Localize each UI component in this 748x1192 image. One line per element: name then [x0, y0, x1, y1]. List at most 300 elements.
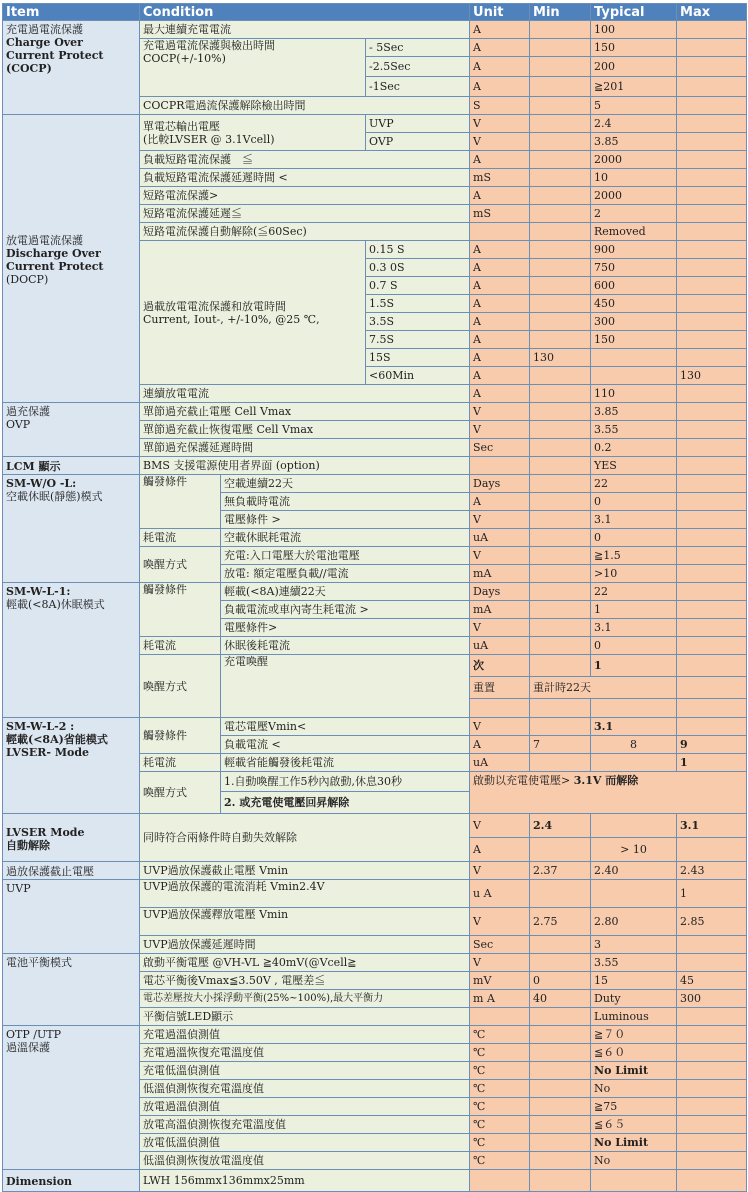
- min-cell: [530, 97, 591, 115]
- min-cell: [530, 1044, 591, 1062]
- max-cell: [677, 529, 747, 547]
- typical-cell: ≧75: [591, 1098, 677, 1116]
- table-row: [3, 862, 747, 880]
- min-cell: [530, 385, 591, 403]
- condition-cell: 充電過電流保護與檢出時間 COCP(+/-10%): [140, 39, 366, 97]
- unit-cell: V: [470, 908, 530, 936]
- consumption-label: 耗電流: [140, 754, 221, 772]
- typical-cell: 600: [591, 277, 677, 295]
- trigger-label: 觸發條件: [140, 475, 221, 529]
- typical-cell: 8: [591, 736, 677, 754]
- table-row: [3, 457, 747, 475]
- trigger-label: 觸發條件: [140, 718, 221, 754]
- condition-cell: 短路電流保護自動解除(≦60Sec): [140, 223, 470, 241]
- min-cell: [530, 619, 591, 637]
- condition-cell: 放電高溫偵測恢復充電溫度值: [140, 1116, 470, 1134]
- condition-cell: 負載短路電流保護 ≦: [140, 151, 470, 169]
- typical-cell: 900: [591, 241, 677, 259]
- header-item: Item: [3, 4, 140, 21]
- condition-cell: 啟動平衡電壓 @VH-VL ≧40mV(@Vcell≧: [140, 954, 470, 972]
- typical-cell: 450: [591, 295, 677, 313]
- condition-cell: UVP過放保護的電流消耗 Vmin2.4V: [140, 880, 470, 908]
- wake-label: 喚醒方式: [140, 655, 221, 718]
- min-cell: [530, 880, 591, 908]
- typical-cell: 3.1: [591, 718, 677, 736]
- max-cell: [677, 601, 747, 619]
- max-cell: [677, 1098, 747, 1116]
- max-cell: [677, 1008, 747, 1026]
- max-cell: [677, 619, 747, 637]
- max-cell: [677, 151, 747, 169]
- condition-cell: UVP過放保護延遲時間: [140, 936, 470, 954]
- unit-cell: [470, 1008, 530, 1026]
- max-cell: [677, 699, 747, 718]
- table-row: [3, 954, 747, 972]
- unit-cell: A: [470, 349, 530, 367]
- min-cell: [530, 637, 591, 655]
- typical-cell: No Limit: [591, 1062, 677, 1080]
- typical-cell: Removed: [591, 223, 677, 241]
- table-row: [3, 21, 747, 39]
- max-cell: [677, 223, 747, 241]
- unit-cell: A: [470, 241, 530, 259]
- unit-cell: mA: [470, 601, 530, 619]
- max-cell: [677, 349, 747, 367]
- min-cell: [530, 511, 591, 529]
- typical-cell: 200: [591, 57, 677, 77]
- max-cell: [677, 385, 747, 403]
- item-sm-wo-l: SM-W/O -L: 空載休眠(靜態)模式: [3, 475, 140, 583]
- typical-cell: 22: [591, 475, 677, 493]
- unit-cell: A: [470, 77, 530, 97]
- unit-cell: A: [470, 39, 530, 57]
- unit-cell: V: [470, 115, 530, 133]
- typical-cell: [591, 367, 677, 385]
- max-cell: 2.43: [677, 862, 747, 880]
- condition-cell: 空載休眠耗電流: [221, 529, 470, 547]
- typical-cell: 2000: [591, 151, 677, 169]
- unit-cell: ℃: [470, 1152, 530, 1170]
- condition-cell: 電壓條件 >: [221, 511, 470, 529]
- typical-cell: 2.40: [591, 862, 677, 880]
- max-cell: [677, 677, 747, 699]
- typical-cell: 3.1: [591, 511, 677, 529]
- item-otp: OTP /UTP 過溫保護: [3, 1026, 140, 1170]
- max-cell: [677, 565, 747, 583]
- consumption-label: 耗電流: [140, 637, 221, 655]
- item-uvp: UVP: [3, 880, 140, 954]
- min-cell: [530, 241, 591, 259]
- unit-cell: ℃: [470, 1062, 530, 1080]
- min-cell: [530, 699, 591, 718]
- typical-cell: [591, 1170, 677, 1192]
- condition-cell: 同時符合兩條件時自動失效解除: [140, 814, 470, 862]
- typical-cell: 110: [591, 385, 677, 403]
- max-cell: [677, 493, 747, 511]
- min-cell: [530, 583, 591, 601]
- sub-condition-cell: -2.5Sec: [366, 57, 470, 77]
- min-cell: [530, 151, 591, 169]
- max-cell: [677, 187, 747, 205]
- header-row: [3, 4, 747, 21]
- max-cell: 1: [677, 880, 747, 908]
- max-cell: 1: [677, 754, 747, 772]
- header-unit: Unit: [470, 4, 530, 21]
- min-cell: 2.37: [530, 862, 591, 880]
- condition-cell: 短路電流保護>: [140, 187, 470, 205]
- unit-cell: V: [470, 133, 530, 151]
- min-cell: [530, 277, 591, 295]
- max-cell: [677, 241, 747, 259]
- condition-cell: UVP過放保護釋放電壓 Vmin: [140, 908, 470, 936]
- header-max: Max: [677, 4, 747, 21]
- min-cell: [530, 655, 591, 677]
- sub-condition-cell: 15S: [366, 349, 470, 367]
- typical-cell: 3: [591, 936, 677, 954]
- min-cell: [530, 115, 591, 133]
- max-cell: [677, 295, 747, 313]
- typical-cell: No: [591, 1152, 677, 1170]
- max-cell: [677, 205, 747, 223]
- spec-table: [2, 3, 747, 1192]
- unit-cell: V: [470, 403, 530, 421]
- condition-cell: 電芯平衡後Vmax≦3.50V , 電壓差≦: [140, 972, 470, 990]
- max-cell: [677, 1044, 747, 1062]
- unit-cell: V: [470, 619, 530, 637]
- unit-cell: A: [470, 21, 530, 39]
- typical-cell: [591, 699, 677, 718]
- typical-cell: 3.1: [591, 619, 677, 637]
- min-cell: [530, 421, 591, 439]
- typical-cell: 15: [591, 972, 677, 990]
- condition-cell: 空載連續22天: [221, 475, 470, 493]
- min-cell: [530, 1008, 591, 1026]
- min-cell: [530, 838, 591, 862]
- typical-cell: [591, 754, 677, 772]
- condition-cell: 充電過溫偵測值: [140, 1026, 470, 1044]
- typical-cell: 3.55: [591, 421, 677, 439]
- condition-cell: LWH 156mmx136mmx25mm: [140, 1170, 470, 1192]
- unit-cell: A: [470, 277, 530, 295]
- unit-cell: A: [470, 838, 530, 862]
- max-cell: [677, 936, 747, 954]
- max-cell: [677, 331, 747, 349]
- min-cell: 2.4: [530, 814, 591, 838]
- condition-cell: 無負載時電流: [221, 493, 470, 511]
- max-cell: [677, 583, 747, 601]
- unit-cell: ℃: [470, 1026, 530, 1044]
- min-cell: 7: [530, 736, 591, 754]
- min-cell: 130: [530, 349, 591, 367]
- max-cell: [677, 403, 747, 421]
- typical-cell: 0: [591, 529, 677, 547]
- max-cell: [677, 39, 747, 57]
- max-cell: 9: [677, 736, 747, 754]
- sub-condition-cell: 0.3 0S: [366, 259, 470, 277]
- unit-cell: u A: [470, 880, 530, 908]
- unit-cell: A: [470, 313, 530, 331]
- condition-cell: 2. 或充電使電壓回昇解除: [221, 792, 470, 814]
- unit-cell: A: [470, 187, 530, 205]
- condition-cell: 平衡信號LED顯示: [140, 1008, 470, 1026]
- unit-cell: A: [470, 385, 530, 403]
- min-cell: [530, 295, 591, 313]
- item-uvp-cutoff: 過放保護截止電壓: [3, 862, 140, 880]
- typical-cell: ≦６０: [591, 1044, 677, 1062]
- unit-cell: V: [470, 547, 530, 565]
- min-cell: [530, 529, 591, 547]
- table-row: [3, 475, 747, 493]
- min-cell: [530, 1062, 591, 1080]
- condition-cell: 短路電流保護延遲≦: [140, 205, 470, 223]
- wake-note-cell: 啟動以充電使電壓> 3.1V 而解除: [470, 772, 747, 814]
- typical-cell: 2.4: [591, 115, 677, 133]
- typical-cell: [591, 814, 677, 838]
- sub-condition-cell: <60Min: [366, 367, 470, 385]
- typical-cell: [591, 349, 677, 367]
- table-row: [3, 814, 747, 838]
- item-lvser: LVSER Mode 自動解除: [3, 814, 140, 862]
- min-cell: [530, 754, 591, 772]
- typical-cell: Luminous: [591, 1008, 677, 1026]
- condition-cell: 連續放電電流: [140, 385, 470, 403]
- sub-condition-cell: OVP: [366, 133, 470, 151]
- table-row: [3, 880, 747, 908]
- min-cell: [530, 565, 591, 583]
- condition-cell: 負載電流 <: [221, 736, 470, 754]
- unit-cell: A: [470, 295, 530, 313]
- max-cell: [677, 637, 747, 655]
- condition-cell: 放電過溫偵測值: [140, 1098, 470, 1116]
- condition-cell: 低溫偵測恢復放電溫度值: [140, 1152, 470, 1170]
- unit-cell: ℃: [470, 1044, 530, 1062]
- note-cell: 重計時22天: [530, 677, 677, 699]
- unit-cell: A: [470, 367, 530, 385]
- max-cell: [677, 1116, 747, 1134]
- unit-cell: ℃: [470, 1134, 530, 1152]
- unit-cell: Days: [470, 475, 530, 493]
- unit-cell: V: [470, 511, 530, 529]
- typical-cell: 1: [591, 655, 677, 677]
- table-row: [3, 115, 747, 133]
- unit-cell: A: [470, 331, 530, 349]
- unit-cell: Days: [470, 583, 530, 601]
- unit-cell: mA: [470, 565, 530, 583]
- condition-cell: 電芯電壓Vmin<: [221, 718, 470, 736]
- min-cell: 0: [530, 972, 591, 990]
- typical-cell: 10: [591, 169, 677, 187]
- max-cell: [677, 1152, 747, 1170]
- min-cell: [530, 457, 591, 475]
- typical-cell: No: [591, 1080, 677, 1098]
- typical-cell: No Limit: [591, 1134, 677, 1152]
- condition-cell: 單節過充保護延遲時間: [140, 439, 470, 457]
- typical-cell: 22: [591, 583, 677, 601]
- condition-cell: 最大連續充電電流: [140, 21, 470, 39]
- min-cell: [530, 259, 591, 277]
- unit-cell: [470, 1170, 530, 1192]
- typical-cell: 2: [591, 205, 677, 223]
- condition-cell: 充電低溫偵測值: [140, 1062, 470, 1080]
- header-min: Min: [530, 4, 591, 21]
- unit-cell: V: [470, 718, 530, 736]
- condition-cell: 單電芯輸出電壓 (比較LVSER @ 3.1Vcell): [140, 115, 366, 151]
- unit-cell: [470, 223, 530, 241]
- condition-cell: 休眠後耗電流: [221, 637, 470, 655]
- item-ovp: 過充保護 OVP: [3, 403, 140, 457]
- typical-cell: 3.55: [591, 954, 677, 972]
- typical-cell: YES: [591, 457, 677, 475]
- wake-label: 喚醒方式: [140, 772, 221, 814]
- max-cell: 130: [677, 367, 747, 385]
- min-cell: [530, 403, 591, 421]
- min-cell: [530, 205, 591, 223]
- item-balance: 電池平衡模式: [3, 954, 140, 1026]
- unit-cell: Sec: [470, 439, 530, 457]
- min-cell: [530, 21, 591, 39]
- min-cell: [530, 331, 591, 349]
- typical-cell: 0: [591, 493, 677, 511]
- sub-condition-cell: 3.5S: [366, 313, 470, 331]
- sub-condition-cell: -1Sec: [366, 77, 470, 97]
- typical-cell: [591, 880, 677, 908]
- unit-cell: ℃: [470, 1080, 530, 1098]
- unit-cell: ℃: [470, 1116, 530, 1134]
- max-cell: [677, 1026, 747, 1044]
- unit-cell: A: [470, 493, 530, 511]
- unit-cell: 次: [470, 655, 530, 677]
- condition-cell: 單節過充截止電壓 Cell Vmax: [140, 403, 470, 421]
- min-cell: [530, 601, 591, 619]
- max-cell: [677, 1080, 747, 1098]
- max-cell: [677, 511, 747, 529]
- max-cell: [677, 21, 747, 39]
- max-cell: [677, 115, 747, 133]
- unit-cell: S: [470, 97, 530, 115]
- item-cocp: 充電過電流保護 Charge Over Current Protect (COCP): [3, 21, 140, 115]
- table-row: [3, 1026, 747, 1044]
- max-cell: [677, 439, 747, 457]
- typical-cell: 150: [591, 39, 677, 57]
- min-cell: [530, 1026, 591, 1044]
- unit-cell: mS: [470, 169, 530, 187]
- unit-cell: A: [470, 57, 530, 77]
- min-cell: [530, 169, 591, 187]
- min-cell: [530, 1134, 591, 1152]
- item-lcm: LCM 顯示: [3, 457, 140, 475]
- condition-cell: 過載放電電流保護和放電時間 Current, Iout-, +/-10%, @25 ℃,: [140, 241, 366, 385]
- unit-cell: V: [470, 862, 530, 880]
- condition-cell: 輕載(<8A)連續22天: [221, 583, 470, 601]
- typical-cell: ≧1.5: [591, 547, 677, 565]
- condition-cell: 電壓條件>: [221, 619, 470, 637]
- typical-cell: Duty: [591, 990, 677, 1008]
- unit-cell: uA: [470, 754, 530, 772]
- condition-cell: 負載短路電流保護延遲時間 <: [140, 169, 470, 187]
- header-typical: Typical: [591, 4, 677, 21]
- condition-cell: 負載電流或車內寄生耗電流 >: [221, 601, 470, 619]
- condition-cell: 電芯差壓按大小採浮動平衡(25%~100%),最大平衡力: [140, 990, 470, 1008]
- min-cell: 40: [530, 990, 591, 1008]
- typical-cell: >10: [591, 565, 677, 583]
- condition-cell: COCPR電過流保護解除檢出時間: [140, 97, 470, 115]
- min-cell: [530, 133, 591, 151]
- consumption-label: 耗電流: [140, 529, 221, 547]
- table-row: [3, 1170, 747, 1192]
- max-cell: [677, 57, 747, 77]
- typical-cell: 100: [591, 21, 677, 39]
- table-row: [3, 583, 747, 601]
- max-cell: 45: [677, 972, 747, 990]
- max-cell: 2.85: [677, 908, 747, 936]
- sub-condition-cell: 0.7 S: [366, 277, 470, 295]
- min-cell: [530, 936, 591, 954]
- min-cell: [530, 1170, 591, 1192]
- unit-cell: mS: [470, 205, 530, 223]
- min-cell: [530, 313, 591, 331]
- max-cell: [677, 547, 747, 565]
- typical-cell: > 10: [591, 838, 677, 862]
- typical-cell: 1: [591, 601, 677, 619]
- max-cell: [677, 259, 747, 277]
- typical-cell: 150: [591, 331, 677, 349]
- max-cell: [677, 169, 747, 187]
- min-cell: [530, 187, 591, 205]
- wake-label: 喚醒方式: [140, 547, 221, 583]
- condition-cell: 充電喚醒: [221, 655, 470, 718]
- max-cell: [677, 277, 747, 295]
- unit-cell: V: [470, 814, 530, 838]
- sub-condition-cell: - 5Sec: [366, 39, 470, 57]
- max-cell: [677, 954, 747, 972]
- typical-cell: 3.85: [591, 403, 677, 421]
- unit-cell: uA: [470, 637, 530, 655]
- sub-condition-cell: UVP: [366, 115, 470, 133]
- unit-cell: Sec: [470, 936, 530, 954]
- min-cell: [530, 1116, 591, 1134]
- min-cell: [530, 1080, 591, 1098]
- sub-condition-cell: 0.15 S: [366, 241, 470, 259]
- max-cell: [677, 421, 747, 439]
- max-cell: [677, 77, 747, 97]
- min-cell: [530, 39, 591, 57]
- min-cell: [530, 954, 591, 972]
- typical-cell: 0.2: [591, 439, 677, 457]
- max-cell: [677, 1134, 747, 1152]
- unit-cell: V: [470, 421, 530, 439]
- unit-cell: uA: [470, 529, 530, 547]
- max-cell: 3.1: [677, 814, 747, 838]
- table-row: [3, 403, 747, 421]
- max-cell: [677, 457, 747, 475]
- condition-cell: 充電過溫恢復充電溫度值: [140, 1044, 470, 1062]
- unit-cell: [470, 699, 530, 718]
- typical-cell: ≧７０: [591, 1026, 677, 1044]
- unit-cell: A: [470, 259, 530, 277]
- item-dimension: Dimension: [3, 1170, 140, 1192]
- sub-condition-cell: 1.5S: [366, 295, 470, 313]
- typical-cell: 0: [591, 637, 677, 655]
- typical-cell: 750: [591, 259, 677, 277]
- condition-cell: 放電: 額定電壓負載//電流: [221, 565, 470, 583]
- min-cell: [530, 1152, 591, 1170]
- min-cell: [530, 1098, 591, 1116]
- min-cell: [530, 547, 591, 565]
- unit-cell: V: [470, 954, 530, 972]
- max-cell: [677, 718, 747, 736]
- item-sm-w-l-1: SM-W-L-1: 輕載(<8A)休眠模式: [3, 583, 140, 718]
- unit-cell: m A: [470, 990, 530, 1008]
